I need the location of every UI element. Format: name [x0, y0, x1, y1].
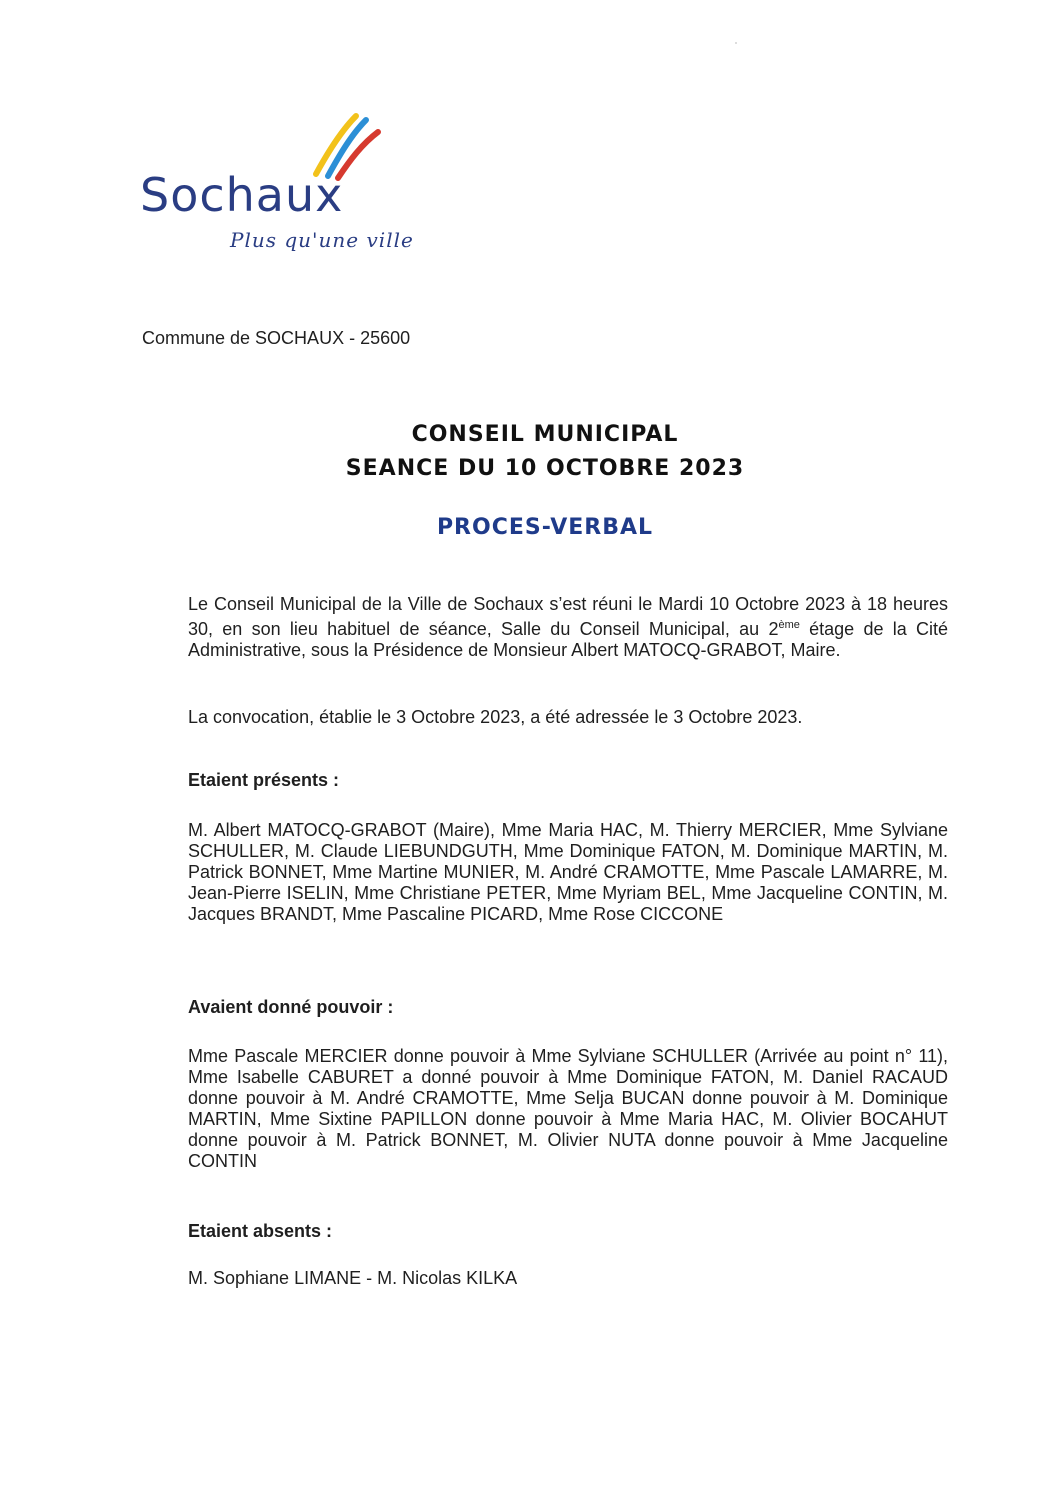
scan-speck: [735, 42, 737, 44]
intro-paragraph: [188, 594, 948, 661]
intro-text-2: étage de la Cité Administrative, sous la Présidence de Monsieur Albert MATOCQ-GRABOT, Maire.: [188, 619, 948, 660]
presents-list: M. Albert MATOCQ-GRABOT (Maire), Mme Maria HAC, M. Thierry MERCIER, Mme Sylviane SCHULLER, M. Claude LIEBUNDGUTH, Mme Dominique FATON, M. Dominique MARTIN, M. Patrick BONNET, Mme Martine MUNIER, M. André CRAMOTTE, Mme Pascale LAMARRE, M. Jean-Pierre ISELIN, Mme Christiane PETER, Mme Myriam BEL, Mme Jacqueline CONTIN, M. Jacques BRANDT, Mme Pascaline PICARD, Mme Rose CICCONE: [188, 820, 948, 924]
document-subtitle: PROCES-VERBAL: [436, 515, 654, 540]
intro-text-1: Le Conseil Municipal de la Ville de Sochaux s’est réuni le Mardi 10 Octobre 2023 à 18 heures 30, en son lieu habituel de séance, Salle du Conseil Municipal, au 2: [188, 594, 948, 639]
page-title: [200, 418, 890, 486]
title-line-1: CONSEIL MUNICIPAL: [411, 422, 679, 447]
convocation-paragraph: La convocation, établie le 3 Octobre 2023, a été adressée le 3 Octobre 2023.: [188, 707, 803, 727]
logo-tagline: Plus qu'une ville: [230, 228, 414, 252]
commune-line: Commune de SOCHAUX - 25600: [142, 328, 411, 348]
intro-superscript: ème: [778, 619, 800, 631]
logo-wordmark: Sochaux: [140, 168, 344, 222]
absents-list: M. Sophiane LIMANE - M. Nicolas KILKA: [188, 1268, 518, 1288]
presents-heading: Etaient présents :: [188, 770, 340, 790]
sochaux-logo: [140, 112, 440, 262]
absents-heading: Etaient absents :: [188, 1221, 333, 1241]
title-line-2: SEANCE DU 10 OCTOBRE 2023: [345, 456, 745, 481]
pouvoirs-list: Mme Pascale MERCIER donne pouvoir à Mme Sylviane SCHULLER (Arrivée au point n° 11), Mme Isabelle CABURET a donné pouvoir à Mme Dominique FATON, M. Daniel RACAUD donne pouvoir à M. André CRAMOTTE, Mme Selja BUCAN donne pouvoir à M. Dominique MARTIN, Mme Sixtine PAPILLON donne pouvoir à Mme Maria HAC, M. Olivier BOCAHUT donne pouvoir à M. Patrick BONNET, M. Olivier NUTA donne pouvoir à Mme Jacqueline CONTIN: [188, 1046, 948, 1171]
pouvoirs-heading: Avaient donné pouvoir :: [188, 997, 394, 1017]
